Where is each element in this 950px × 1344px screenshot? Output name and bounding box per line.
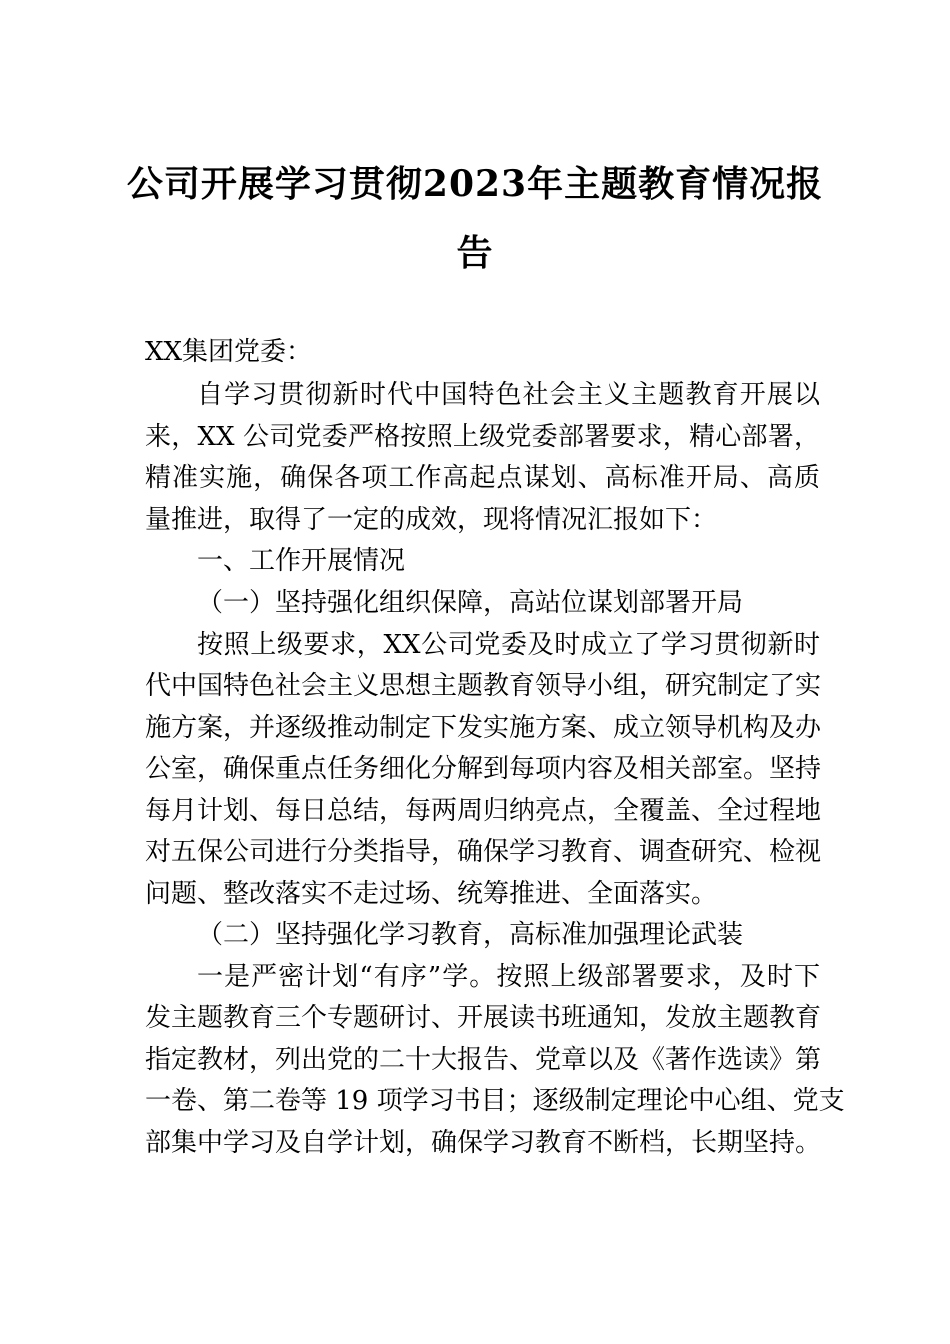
document-title-line-1: 公司开展学习贯彻2023年主题教育情况报 (126, 163, 824, 205)
paragraph-line: 发主题教育三个专题研讨、开展读书班通知，发放主题教育 (145, 1003, 822, 1033)
paragraph-line: 对五保公司进行分类指导，确保学习教育、调查研究、检视 (145, 837, 822, 867)
paragraph-line: 部集中学习及自学计划，确保学习教育不断档，长期坚持。 (145, 1128, 822, 1158)
paragraph-line: 问题、整改落实不走过场、统筹推进、全面落实。 (145, 879, 718, 909)
paragraph-line: 来，XX 公司党委严格按照上级党委部署要求，精心部署， (145, 422, 820, 452)
document-title-line-2: 告 (456, 232, 494, 274)
paragraph-line: 公室，确保重点任务细化分解到每项内容及相关部室。坚持 (145, 754, 822, 784)
paragraph-line: 代中国特色社会主义思想主题教育领导小组，研究制定了实 (145, 671, 822, 701)
paragraph-line: 量推进，取得了一定的成效，现将情况汇报如下： (145, 505, 718, 535)
paragraph-line: 施方案，并逐级推动制定下发实施方案、成立领导机构及办 (145, 713, 822, 743)
paragraph-line: 一是严密计划“有序”学。按照上级部署要求，及时下 (197, 962, 820, 992)
paragraph-line: 一卷、第二卷等 19 项学习书目；逐级制定理论中心组、党支 (145, 1086, 845, 1116)
paragraph-line: 自学习贯彻新时代中国特色社会主义主题教育开展以 (197, 380, 820, 410)
section-heading: 一、工作开展情况 (197, 546, 406, 576)
subsection-heading: （一）坚持强化组织保障，高站位谋划部署开局 (197, 588, 744, 618)
paragraph-line: 每月计划、每日总结，每两周归纳亮点，全覆盖、全过程地 (145, 796, 822, 826)
paragraph-line: 精准实施，确保各项工作高起点谋划、高标准开局、高质 (145, 463, 820, 493)
paragraph-line: 按照上级要求，XX公司党委及时成立了学习贯彻新时 (197, 630, 820, 660)
subsection-heading: （二）坚持强化学习教育，高标准加强理论武装 (197, 920, 744, 950)
salutation: XX集团党委： (145, 337, 313, 367)
paragraph-line: 指定教材，列出党的二十大报告、党章以及《著作选读》第 (145, 1045, 822, 1075)
